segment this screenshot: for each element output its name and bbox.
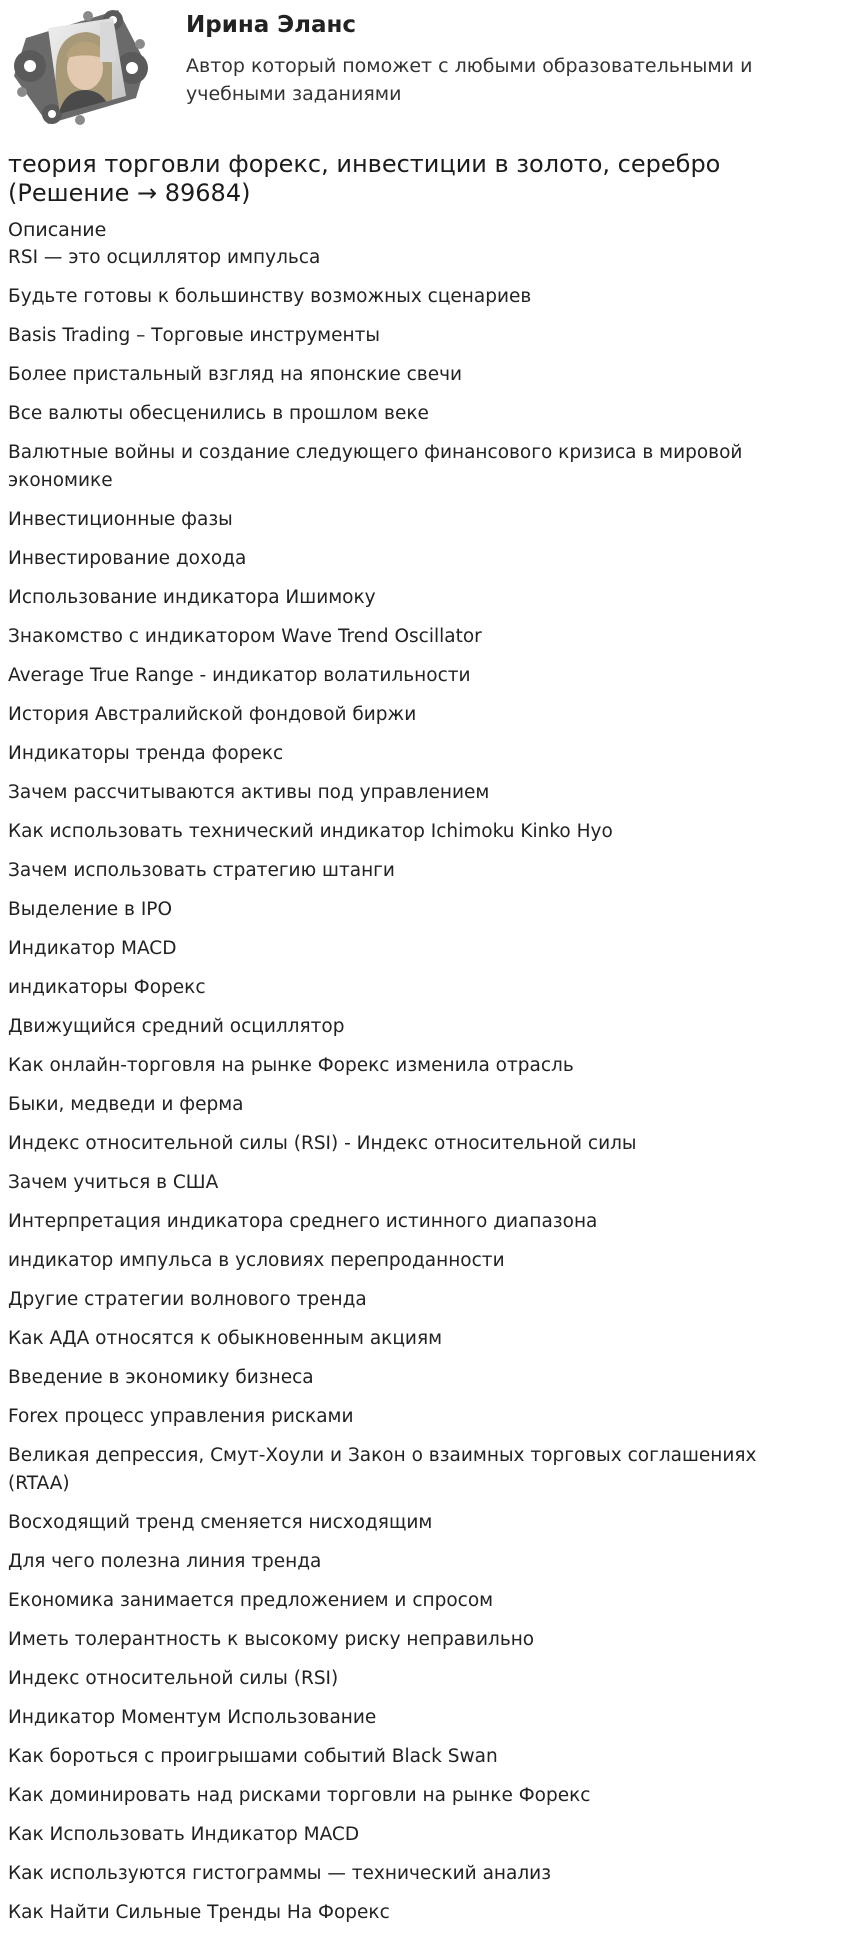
article-link[interactable]: Зачем рассчитываются активы под управлением [8,782,490,803]
author-name[interactable]: Ирина Эланс [186,12,357,38]
article-link[interactable]: Как бороться с проигрышами событий Black Swan [8,1746,498,1767]
article-link[interactable]: Выделение в IPO [8,899,173,920]
article-link[interactable]: Инвестирование дохода [8,548,247,569]
author-avatar[interactable] [8,6,154,128]
article-link[interactable]: Зачем использовать стратегию штанги [8,860,395,881]
article-link[interactable]: Другие стратегии волнового тренда [8,1289,367,1310]
article-link[interactable]: Знакомство с индикатором Wave Trend Oscillator [8,626,482,647]
author-description: Автор который поможет с любыми образовательными и учебными заданиями [186,55,753,105]
article-link[interactable]: Basis Trading – Торговые инструменты [8,325,380,346]
article-link[interactable]: Как доминировать над рисками торговли на рынке Форекс [8,1785,591,1806]
article-link[interactable]: Восходящий тренд сменяется нисходящим [8,1512,433,1533]
article-link[interactable]: Все валюты обесценились в прошлом веке [8,403,429,424]
article-link[interactable]: Использование индикатора Ишимоку [8,587,376,608]
article-link[interactable]: Индикаторы тренда форекс [8,743,284,764]
article-link[interactable]: Зачем учиться в США [8,1172,219,1193]
article-link[interactable]: Иметь толерантность к высокому риску неправильно [8,1629,535,1650]
article-link[interactable]: индикаторы Форекс [8,977,206,998]
article-link[interactable]: Економика занимается предложением и спросом [8,1590,494,1611]
article-link[interactable]: Average True Range - индикатор волатильности [8,665,471,686]
description-label: Описание [8,219,107,241]
article-link[interactable]: Валютные войны и создание следующего финансового кризиса в мировой экономике [8,442,743,491]
article-link[interactable]: История Австралийской фондовой биржи [8,704,417,725]
article-link[interactable]: Как онлайн-торговля на рынке Форекс изменила отрасль [8,1055,574,1076]
article-link[interactable]: Индекс относительной силы (RSI) - Индекс относительной силы [8,1133,637,1154]
article-link[interactable]: индикатор импульса в условиях перепроданности [8,1250,505,1271]
article-link[interactable]: Forex процесс управления рисками [8,1406,354,1427]
article-link[interactable]: Великая депрессия, Смут-Хоули и Закон о взаимных торговых соглашениях (RTAA) [8,1445,757,1494]
article-link[interactable]: Индикатор Моментум Использование [8,1707,377,1728]
article-link[interactable]: Как Использовать Индикатор MACD [8,1824,360,1845]
article-link[interactable]: Индикатор MACD [8,938,177,959]
article-link[interactable]: Как АДА относятся к обыкновенным акциям [8,1328,443,1349]
article-list [8,244,818,1938]
article-link[interactable]: Как используются гистограммы — технический анализ [8,1863,552,1884]
article-link[interactable]: Введение в экономику бизнеса [8,1367,314,1388]
article-link[interactable]: Движущийся средний осциллятор [8,1016,345,1037]
article-link[interactable]: RSI — это осциллятор импульса [8,247,321,268]
article-link[interactable]: Будьте готовы к большинству возможных сценариев [8,286,532,307]
page-title: теория торговли форекс, инвестиции в золото, серебро (Решение → 89684) [8,150,721,207]
article-link[interactable]: Для чего полезна линия тренда [8,1551,322,1572]
article-link[interactable]: Более пристальный взгляд на японские свечи [8,364,463,385]
article-link[interactable]: Интерпретация индикатора среднего истинного диапазона [8,1211,598,1232]
article-link[interactable]: Как Найти Сильные Тренды На Форекс [8,1902,390,1923]
article-link[interactable]: Быки, медведи и ферма [8,1094,244,1115]
article-link[interactable]: Инвестиционные фазы [8,509,233,530]
article-link[interactable]: Индекс относительной силы (RSI) [8,1668,339,1689]
author-card [0,0,847,135]
article-link[interactable]: Как использовать технический индикатор Ichimoku Kinko Hyo [8,821,613,842]
